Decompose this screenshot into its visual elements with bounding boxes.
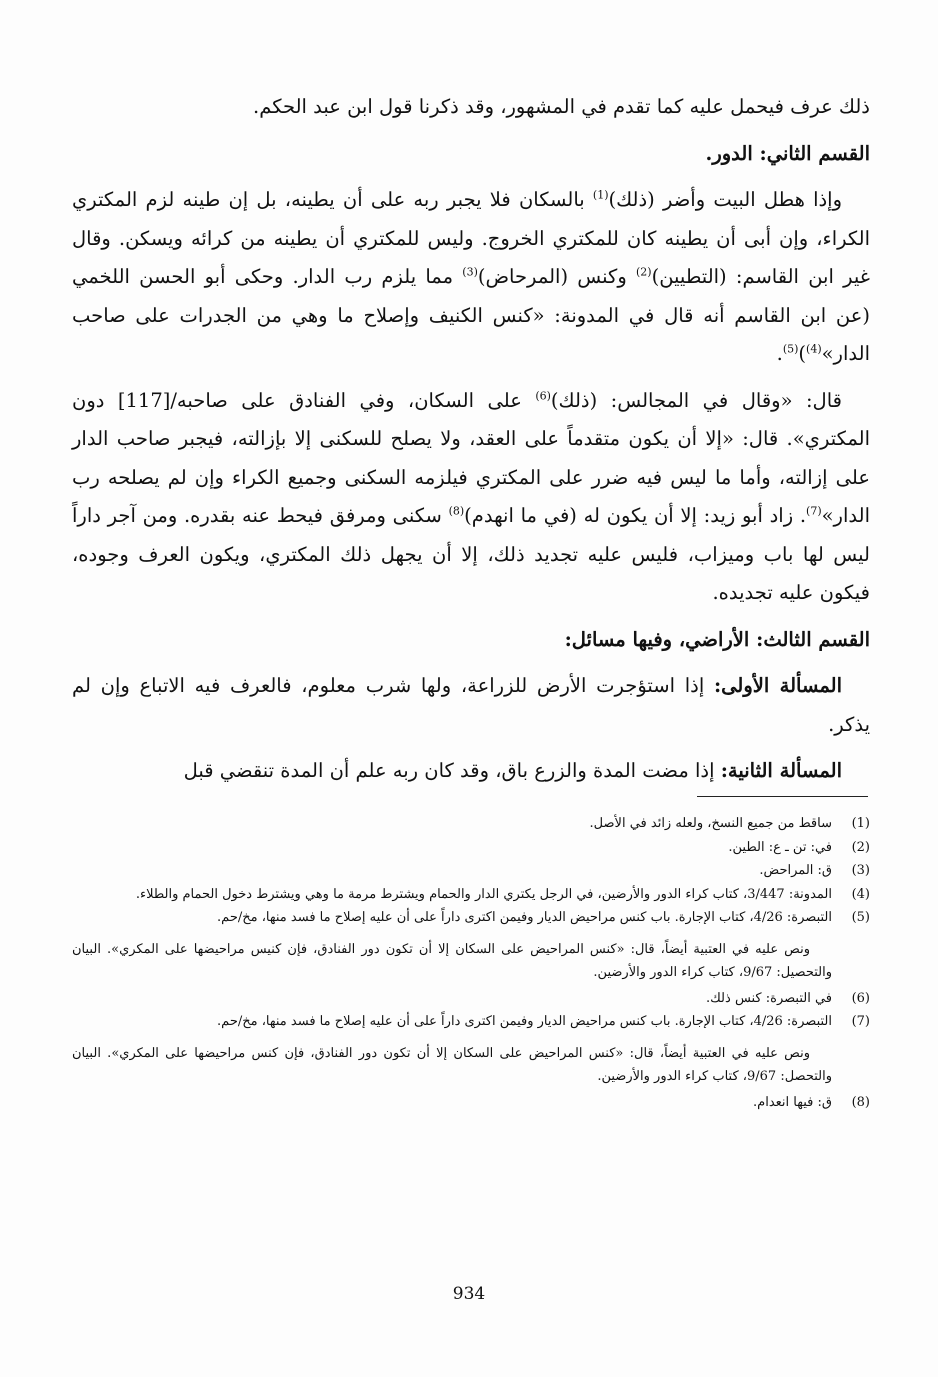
issue-two-label: المسألة الثانية: <box>720 759 842 782</box>
paragraph-houses <box>72 181 870 374</box>
footnote-text: التبصرة: 4/26، كتاب الإجارة. باب كنس مراحيض الديار وفيمن اكترى داراً على أن عليه إصلاح ما فسد منها، مخ/حم. <box>217 1014 832 1029</box>
footnote-2 <box>72 836 870 860</box>
section-heading-houses: القسم الثاني: الدور. <box>705 141 870 165</box>
footnote-5-continuation: ونص عليه في العتبية أيضاً، قال: «كنس المراحيض على السكان إلا أن تكون دور الفنادق، فإن كنيس مراحيضها على المكري». البيان والتحصيل: 9/67، كتاب كراء الدور والأرضين. <box>72 941 832 980</box>
footnote-number: (7) <box>851 1014 870 1029</box>
footnote-text: التبصرة: 4/26، كتاب الإجارة. باب كنس مراحيض الديار وفيمن اكترى داراً على أن عليه إصلاح ما فسد منها، مخ/حم. <box>217 910 832 925</box>
footnotes <box>72 812 870 1114</box>
text-run: مما يلزم رب الدار. وحكى أبو الحسن اللخمي (عن ابن القاسم أنه قال في المدونة: «كنس الكنيف وإصلاح ما وهي من الجدرات على صاحب الدار» <box>72 265 870 365</box>
footnote-7 <box>72 1010 870 1034</box>
main-text <box>72 88 870 799</box>
issue-one <box>72 667 870 744</box>
footnote-3 <box>72 859 870 883</box>
footnote-number: (1) <box>851 816 870 831</box>
footnote-number: (3) <box>851 863 870 878</box>
footnote-number: (4) <box>851 886 870 902</box>
footnote-text: ساقط من جميع النسخ، ولعله زائد في الأصل. <box>589 816 832 831</box>
issue-one-label: المسألة الأولى: <box>713 674 842 697</box>
text-run: بالسكان فلا يجبر ربه على أن يطينه، بل إن طينه لزم المكتري الكراء، وإن أبى أن يطينه كان للمكتري الخروج. وليس للمكتري أن يطينه من كرائه ويسكن. وقال غير ابن القاسم: (التطيين) <box>72 188 870 288</box>
footnote-ref[interactable]: (3) <box>462 265 478 279</box>
footnote-text: المدونة: 3/447، كتاب كراء الدور والأرضين، في الرجل يكتري الدار والحمام ويشترط مرمة ما وهي ويشترط دخول الحمام والطلاء. <box>135 886 832 902</box>
text-run: سكنى ومرفق فيحط عنه بقدره. ومن آجر داراً ليس لها باب وميزاب، فليس عليه تجديد ذلك، إلا أن يجهل ذلك المكتري، ويكون العرف وجوده، فيكون عليه تجديده. <box>72 504 870 604</box>
footnote-1 <box>72 812 870 836</box>
page-number: 934 <box>452 1284 486 1304</box>
footnote-4 <box>72 883 870 907</box>
footnote-ref[interactable]: (5) <box>782 342 799 356</box>
footnote-text: في: تن ـ ع: الطين. <box>728 839 832 855</box>
paragraph-intro: ذلك عرف فيحمل عليه كما تقدم في المشهور، وقد ذكرنا قول ابن عبد الحكم. <box>253 95 870 118</box>
issue-two <box>72 752 870 791</box>
text-run: إذا مضت المدة والزرع باق، وقد كان ربه علم أن المدة تنقضي قبل <box>183 759 721 782</box>
text-run: وإذا هطل البيت وأضر (ذلك) <box>608 188 843 211</box>
text-run: . <box>776 342 783 365</box>
footnote-number: (2) <box>851 839 870 855</box>
paragraph-majalis <box>72 382 870 613</box>
text-run: قال: «وقال في المجالس: (ذلك) <box>550 388 842 412</box>
footnote-7-continuation: ونص عليه في العتبية أيضاً، قال: «كنس المراحيض على السكان إلا أن تكون دور الفنادق، فإن كنس مراحيضها على المكري». البيان والتحصل: 9/67، كتاب كراء الدور والأرضين. <box>72 1045 832 1084</box>
footnote-text: ق: المراحض. <box>759 863 832 878</box>
footnote-6 <box>72 987 870 1011</box>
text-run: ) <box>798 342 807 365</box>
footnote-ref[interactable]: (8) <box>448 504 465 518</box>
footnote-ref[interactable]: (1) <box>592 188 609 202</box>
footnote-text: في التبصرة: كنس ذلك. <box>705 990 832 1006</box>
footnote-ref[interactable]: (2) <box>636 265 652 279</box>
text-run: وكنس (المرحاض) <box>477 265 636 288</box>
footnote-number: (5) <box>851 910 870 925</box>
footnote-text: ق: فيها انعدام. <box>753 1094 832 1110</box>
footnote-divider <box>697 796 868 797</box>
text-run: على السكان، وفي الفنادق على صاحبه/[117] دون المكتري». قال: «إلا أن يكون متقدماً على العقد، ولا يصلح للسكنى إلا بإزالته، فيجبر صاحب الدار على إزالته، وأما ما ليس فيه ضرر على المكتري فيلزمه السكنى وجميع الكراء وإن لم يصلحه رب الدار» <box>72 388 870 527</box>
footnote-8 <box>72 1091 870 1115</box>
text-run: إذا استؤجرت الأرض للزراعة، ولها شرب معلوم، فالعرف فيه الاتباع وإن لم يذكر. <box>72 674 870 736</box>
footnote-number: (8) <box>851 1094 870 1110</box>
footnote-ref[interactable]: (7) <box>806 504 822 518</box>
footnote-ref[interactable]: (4) <box>806 342 822 356</box>
footnote-number: (6) <box>851 990 870 1006</box>
footnote-ref[interactable]: (6) <box>535 389 551 402</box>
text-run: . زاد أبو زيد: إلا أن يكون له (في ما انهدم) <box>464 504 807 527</box>
footnote-5 <box>72 906 870 930</box>
section-heading-lands: القسم الثالث: الأراضي، وفيها مسائل: <box>564 627 870 651</box>
